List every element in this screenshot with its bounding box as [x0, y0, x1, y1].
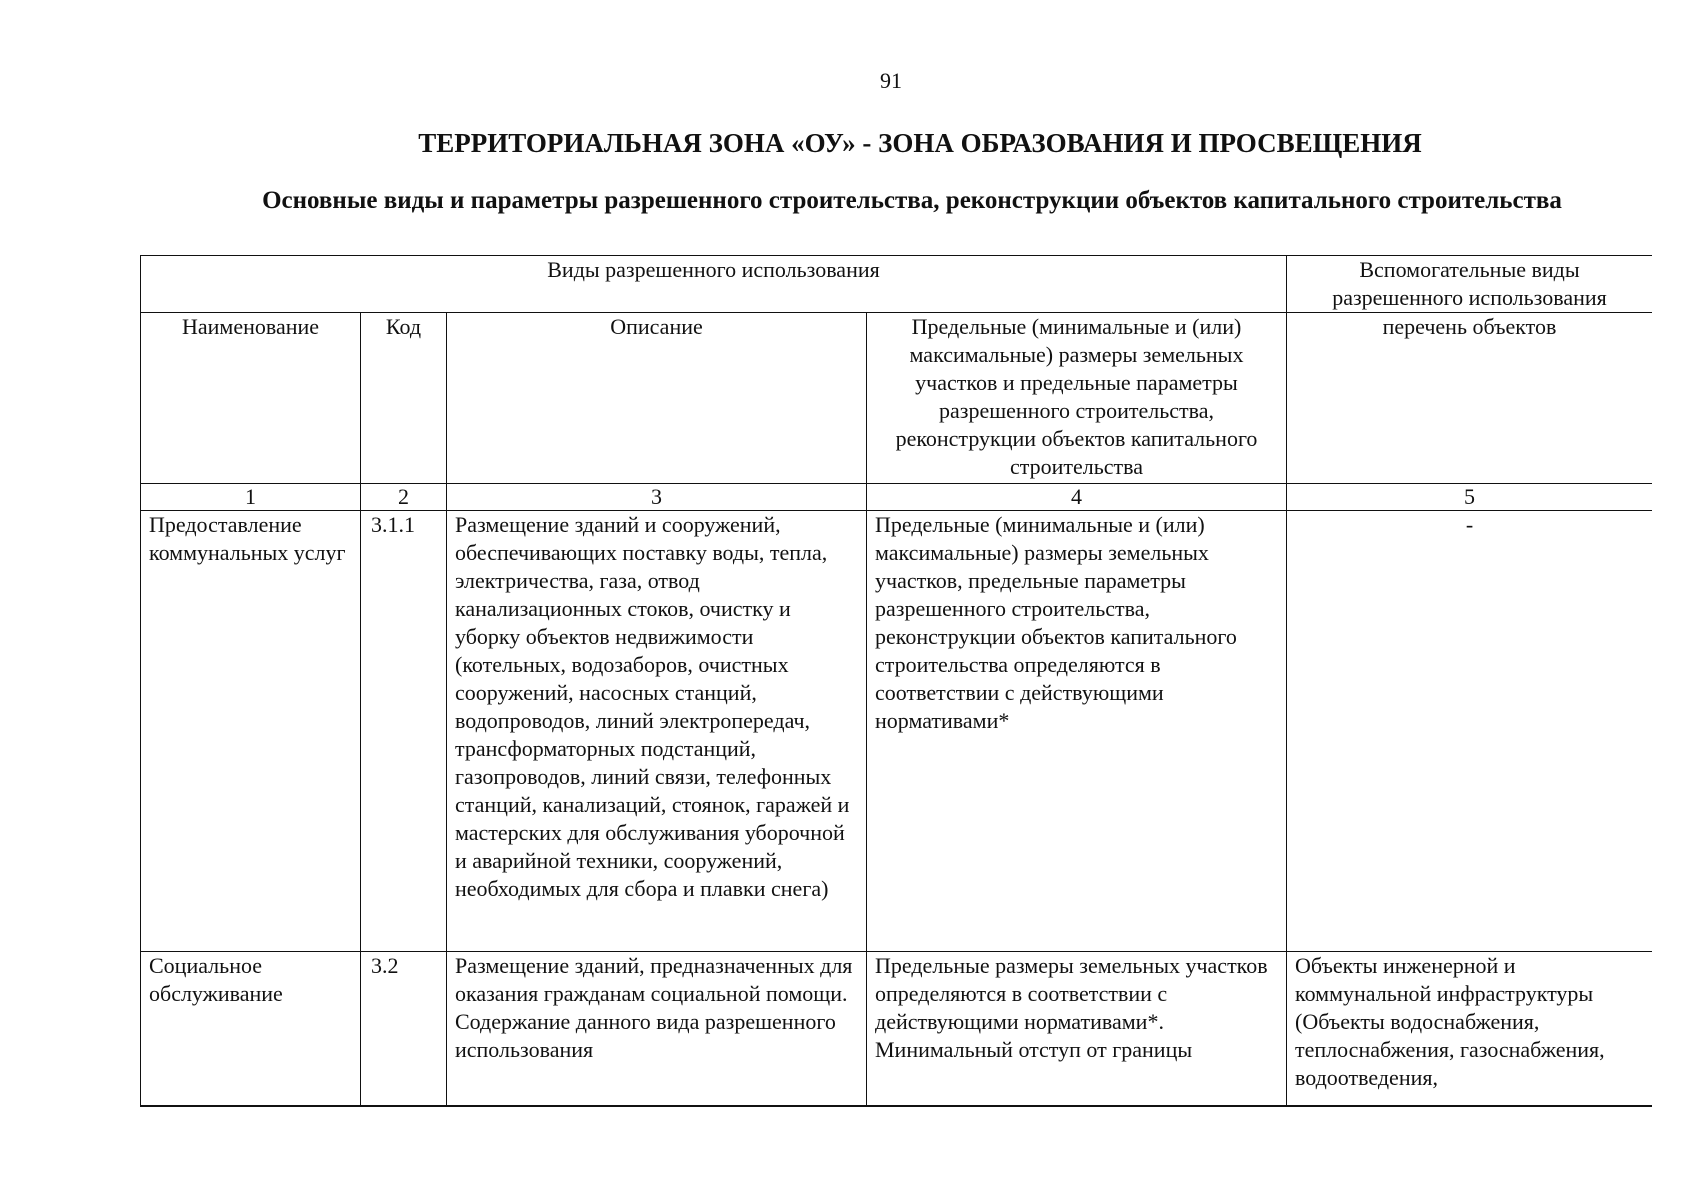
column-header-code: Код	[361, 313, 447, 484]
column-number: 2	[361, 484, 447, 511]
zone-title: ТЕРРИТОРИАЛЬНАЯ ЗОНА «ОУ» - ЗОНА ОБРАЗОВАНИЯ И ПРОСВЕЩЕНИЯ	[418, 128, 1422, 158]
column-header-parameters: Предельные (минимальные и (или) максимальные) размеры земельных участков и предельные параметры разрешенного строительства, реконструкции объектов капитального строительства	[867, 313, 1287, 484]
cell-name: Предоставление коммунальных услуг	[141, 511, 361, 952]
group-header-main: Виды разрешенного использования	[141, 256, 1287, 313]
page-number: 91	[880, 68, 902, 93]
cell-description: Размещение зданий, предназначенных для оказания гражданам социальной помощи. Содержание данного вида разрешенного использования	[447, 952, 867, 1108]
table-row	[141, 511, 1653, 952]
cell-code: 3.1.1	[361, 511, 447, 952]
permitted-use-table	[140, 255, 1652, 1107]
column-header-name: Наименование	[141, 313, 361, 484]
column-number: 1	[141, 484, 361, 511]
cell-code: 3.2	[361, 952, 447, 1108]
cell-aux-objects: -	[1287, 511, 1653, 952]
group-header-aux: Вспомогательные виды разрешенного использования	[1287, 256, 1653, 313]
cell-aux-objects: Объекты инженерной и коммунальной инфраструктуры (Объекты водоснабжения, теплоснабжения, газоснабжения, водоотведения,	[1287, 952, 1653, 1108]
column-header-objects: перечень объектов	[1287, 313, 1653, 484]
column-number: 4	[867, 484, 1287, 511]
column-number: 5	[1287, 484, 1653, 511]
column-number-row	[141, 484, 1653, 511]
table-row	[141, 952, 1653, 1108]
column-header-description: Описание	[447, 313, 867, 484]
group-header-row	[141, 256, 1653, 313]
cell-parameters: Предельные (минимальные и (или) максимальные) размеры земельных участков, предельные параметры разрешенного строительства, реконструкции объектов капитального строительства определяются в соответствии с действующими нормативами*	[867, 511, 1287, 952]
cell-name: Социальное обслуживание	[141, 952, 361, 1108]
cell-parameters: Предельные размеры земельных участков определяются в соответствии с действующими нормативами*. Минимальный отступ от границы	[867, 952, 1287, 1108]
section-title: Основные виды и параметры разрешенного строительства, реконструкции объектов капитального строительства	[262, 187, 1562, 214]
column-number: 3	[447, 484, 867, 511]
cell-description: Размещение зданий и сооружений, обеспечивающих поставку воды, тепла, электричества, газа, отвод канализационных стоков, очистку и уборку объектов недвижимости (котельных, водозаборов, очистных сооружений, насосных станций, водопроводов, линий электропередач, трансформаторных подстанций, газопроводов, линий связи, телефонных станций, канализаций, стоянок, гаражей и мастерских для обслуживания уборочной и аварийной техники, сооружений, необходимых для сбора и плавки снега)	[447, 511, 867, 952]
permitted-use-table-container	[140, 255, 1652, 1107]
column-header-row	[141, 313, 1653, 484]
